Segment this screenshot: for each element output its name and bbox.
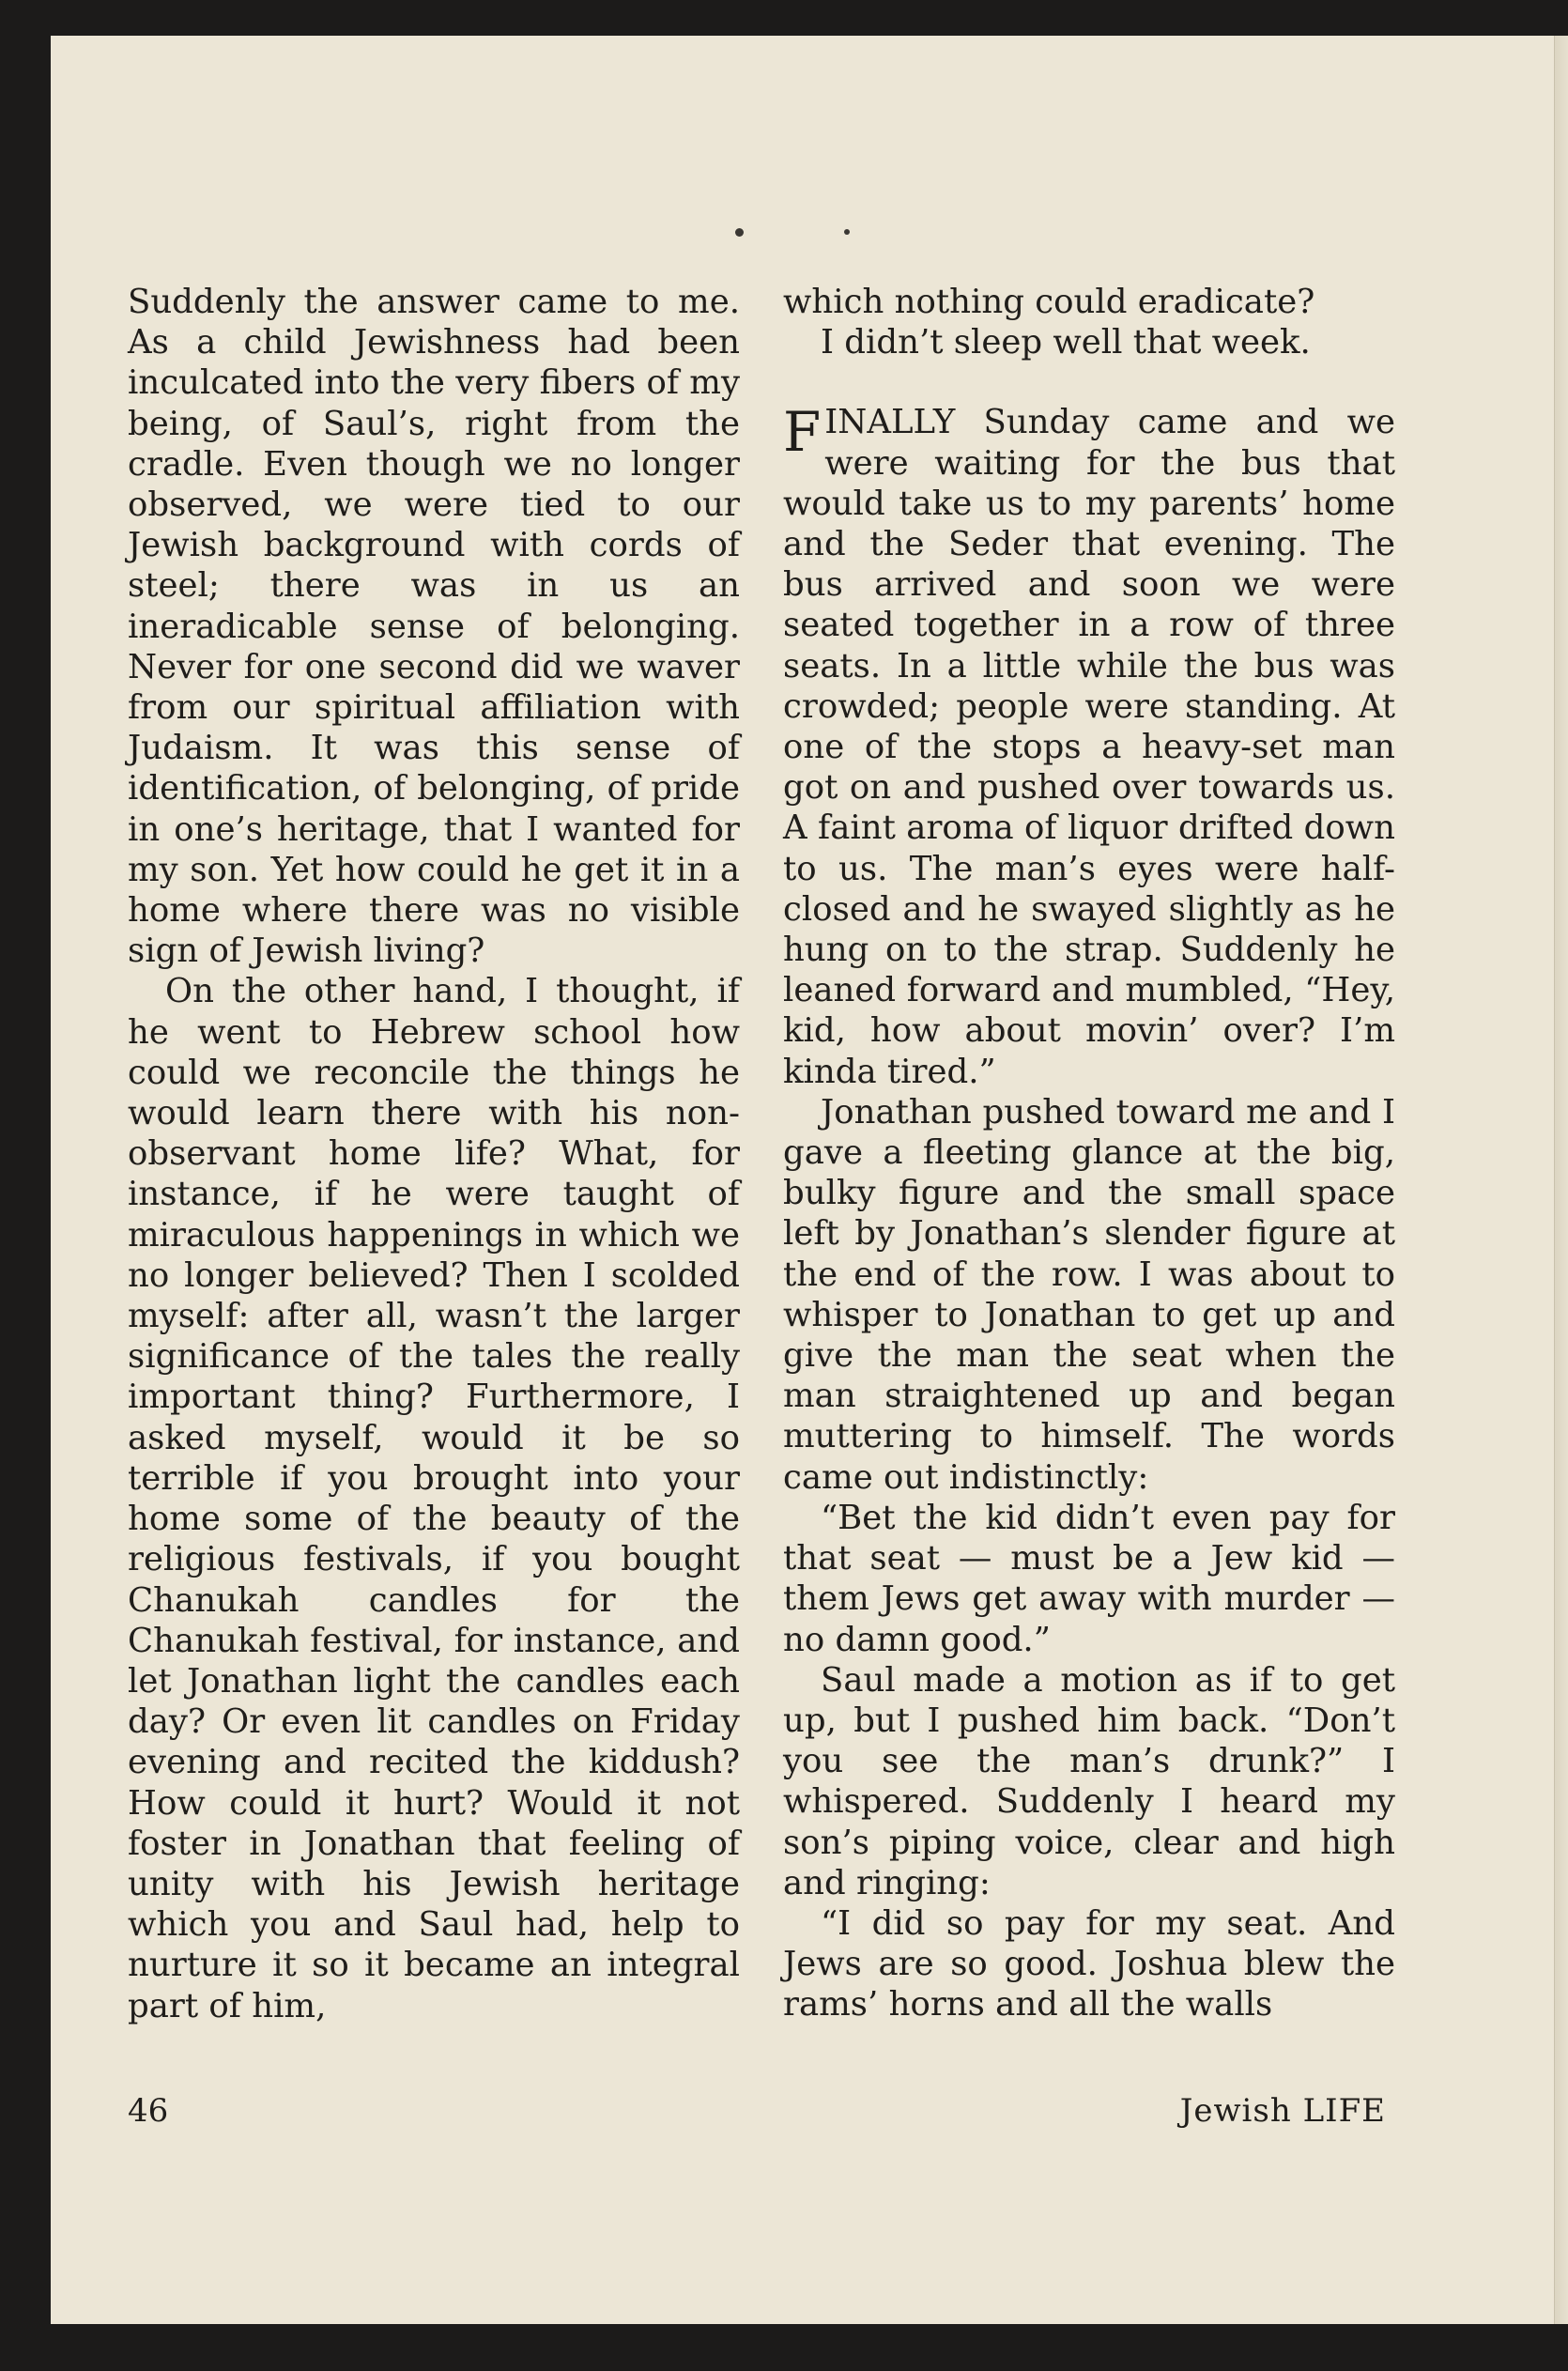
print-speck (844, 229, 850, 235)
dropcap-paragraph (783, 402, 1395, 1091)
paragraph-text: INALLY Sunday came and we were waiting for the bus that would take us to my parents’ home and the Seder that evening. The bus arrived and soon we were seated together in a row of three seats. In a little while the bus was crowded; people were standing. At one of the stops a heavy-set man got on and pushed over towards us. A faint aroma of liquor drifted down to us. The man’s eyes were half-closed and he swayed slightly as he hung on to the strap. Suddenly he leaned forward and mumbled, “Hey, kid, how about movin’ over? I’m kinda tired.” (783, 403, 1395, 1091)
journal-name: Jewish LIFE (1179, 2092, 1386, 2130)
paragraph: I didn’t sleep well that week. (821, 323, 1311, 362)
drop-cap: F (783, 400, 822, 465)
section-break (783, 362, 1395, 402)
paragraph: Suddenly the answer came to me. As a child Jewishness had been inculcated into the very fibers of my being, of Saul’s, right from the cradle. Even though we no longer observed, we were tied to our Jewish background with cords of steel; there was in us an ineradicable sense of belonging. Never for one second did we waver from our spiritual affiliation with Judaism. It was this sense of identification, of belonging, of pride in one’s heritage, that I wanted for my son. Yet how could he get it in a home where there was no visible sign of Jewish living? (128, 283, 740, 971)
print-speck (735, 228, 744, 237)
right-column (783, 282, 1395, 2025)
facing-page-edge (1554, 36, 1568, 2324)
paragraph: which nothing could eradicate? (783, 283, 1315, 321)
paragraph: On the other hand, I thought, if he went to Hebrew school how could we reconcile the things he would learn there with his non-observant home life? What, for instance, if he were taught of miraculous happenings in which we no longer believed? Then I scolded myself: after all, wasn’t the larger significance of the tales the really important thing? Furthermore, I asked myself, would it be so terrible if you brought into your home some of the beauty of the religious festivals, if you bought Chanukah candles for the Chanukah festival, for instance, and let Jonathan light the candles each day? Or even lit candles on Friday evening and recited the kiddush? How could it hurt? Would it not foster in Jonathan that feeling of unity with his Jewish heritage which you and Saul had, help to nurture it so it became an integral part of him, (128, 972, 740, 2025)
magazine-page (51, 36, 1568, 2324)
paragraph: Saul made a motion as if to get up, but I pushed him back. “Don’t you see the man’s drunk?” I whispered. Suddenly I heard my son’s piping voice, clear and high and ringing: (783, 1660, 1395, 1902)
left-column (128, 282, 740, 2026)
page-number: 46 (128, 2092, 169, 2130)
paragraph: Jonathan pushed toward me and I gave a fleeting glance at the big, bulky figure and the small space left by Jonathan’s slender figure at the end of the row. I was about to whisper to Jonathan to get up and give the man the seat when the man straightened up and began muttering to himself. The words came out indistinctly: (783, 1092, 1395, 1497)
paragraph: “Bet the kid didn’t even pay for that seat — must be a Jew kid — them Jews get away with murder — no damn good.” (783, 1498, 1395, 1659)
paragraph: “I did so pay for my seat. And Jews are so good. Joshua blew the rams’ horns and all the walls (783, 1903, 1395, 2025)
